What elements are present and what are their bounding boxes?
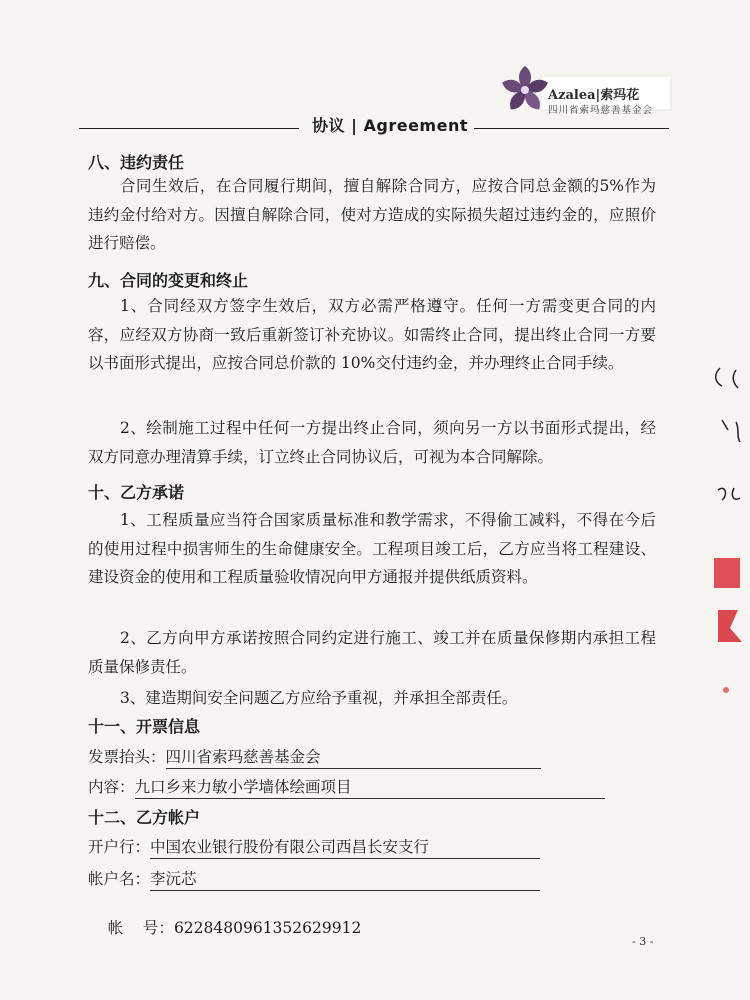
bank-label: 开户行： [88,838,151,856]
page-number: - 3 - [632,935,654,948]
invoice-title-label: 发票抬头： [88,748,166,766]
invoice-title-value: 四川省索玛慈善基金会 [166,745,541,769]
account-number-label: 帐 号： [107,919,174,937]
bank-row [88,835,540,859]
account-name-value: 李沅芯 [150,867,540,891]
brand-name: Azalea|索玛花 [548,88,640,103]
page-title: 协议 | Agreement [312,116,468,135]
account-name-label: 帐户名： [88,870,151,888]
section-10-paragraph-3: 3、建造期间安全问题乙方应给予重视，并承担全部责任。 [120,689,518,707]
section-10-paragraph-1: 1、工程质量应当符合国家质量标准和教学需求，不得偷工减料，不得在今后的使用过程中损害师生的生命健康安全。工程项目竣工后，乙方应当将工程建设、建设资金的使用和工程质量验收情况向甲方通报并提供纸质资料。 [88,511,656,586]
invoice-content-label: 内容： [88,778,135,796]
invoice-content-row [88,775,605,799]
section-9-paragraph-2: 2、绘制施工过程中任何一方提出终止合同，须向另一方以书面形式提出，经双方同意办理清算手续，订立终止合同协议后，可视为本合同解除。 [88,419,656,466]
section-10-heading: 十、乙方承诺 [88,483,185,502]
section-9-paragraph-1: 1、合同经双方签字生效后，双方必需严格遵守。任何一方需变更合同的内容，应经双方协商一致后重新签订补充协议。如需终止合同，提出终止合同一方要以书面形式提出，应按合同总价款的 10%交付违约金，并办理终止合同手续。 [88,297,656,372]
title-rule-left [79,128,299,129]
section-12-heading: 十二、乙方帐户 [88,808,201,827]
section-8-paragraph: 合同生效后，在合同履行期间，擅自解除合同方，应按合同总金额的5%作为违约金付给对方。因擅自解除合同，使对方造成的实际损失超过违约金的，应照价进行赔偿。 [88,177,656,252]
bank-value: 中国农业银行股份有限公司西昌长安支行 [150,835,540,859]
brand-subtitle: 四川省索玛慈善基金会 [548,105,654,116]
section-9-heading: 九、合同的变更和终止 [88,271,249,290]
invoice-content-value: 九口乡来力敏小学墙体绘画项目 [135,775,605,799]
section-11-heading: 十一、开票信息 [88,717,201,736]
section-10-paragraph-2: 2、乙方向甲方承诺按照合同约定进行施工、竣工并在质量保修期内承担工程质量保修责任。 [88,629,656,676]
account-name-row [88,867,540,891]
invoice-title-row [88,745,541,769]
title-rule-right [474,128,669,129]
section-8-heading: 八、违约责任 [88,153,185,172]
edge-stamp-fragments [700,360,750,700]
account-number-value: 6228480961352629912 [173,919,362,937]
account-number-row [88,898,361,956]
